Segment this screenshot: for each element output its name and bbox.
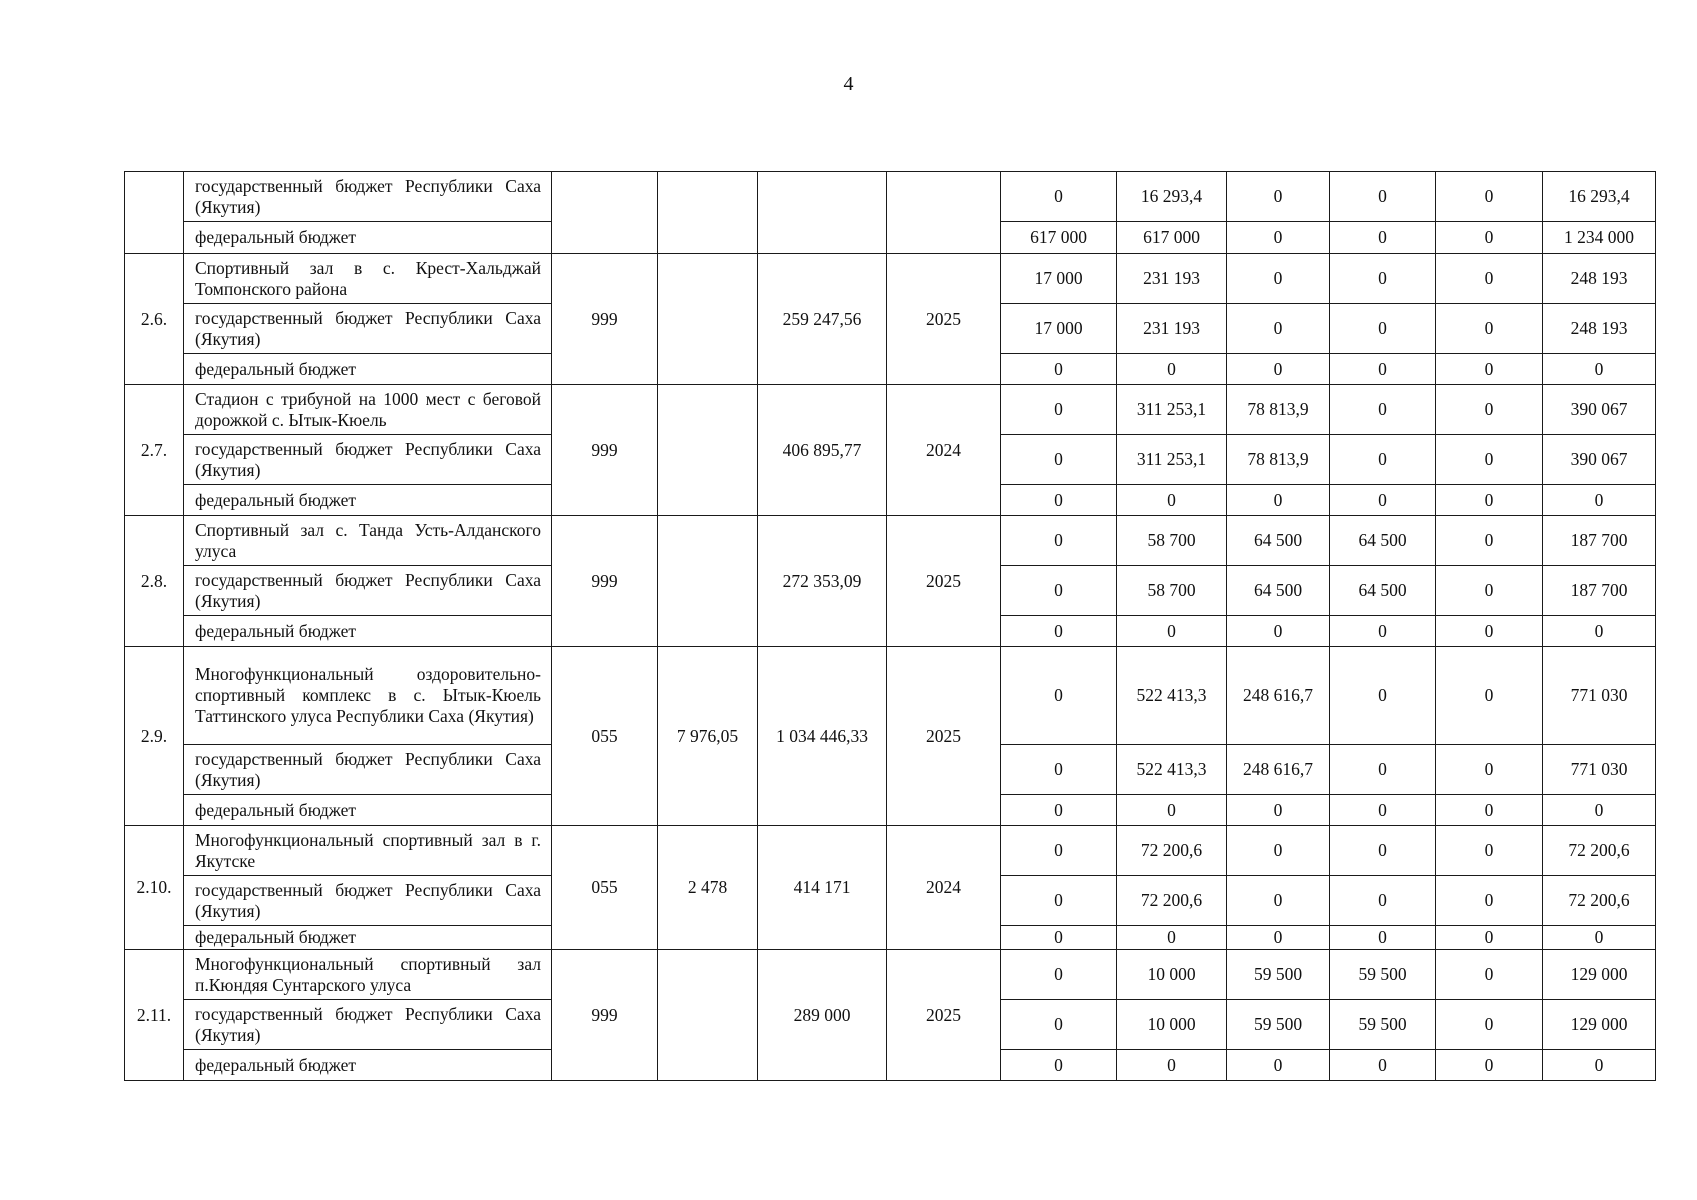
value-cell: 59 500 xyxy=(1330,950,1436,1000)
value-cell: 0 xyxy=(1436,354,1543,385)
value-cell: 0 xyxy=(1436,254,1543,304)
value-cell: 0 xyxy=(1436,566,1543,616)
cost-cell: 414 171 xyxy=(758,826,887,950)
value-cell: 390 067 xyxy=(1543,435,1656,485)
value-cell: 0 xyxy=(1330,795,1436,826)
value-cell: 0 xyxy=(1001,876,1117,926)
value-cell: 0 xyxy=(1436,485,1543,516)
capacity-cell xyxy=(658,950,758,1081)
value-cell: 0 xyxy=(1227,795,1330,826)
value-cell: 0 xyxy=(1330,926,1436,950)
value-cell: 72 200,6 xyxy=(1543,826,1656,876)
value-cell: 72 200,6 xyxy=(1117,826,1227,876)
cost-cell: 289 000 xyxy=(758,950,887,1081)
project-name: Многофункциональный спортивный зал п.Кюндяя Сунтарского улуса xyxy=(184,950,552,1000)
number-cell xyxy=(125,172,184,254)
capacity-cell: 7 976,05 xyxy=(658,647,758,826)
table-row xyxy=(125,516,1656,566)
code-cell: 999 xyxy=(552,950,658,1081)
value-cell: 0 xyxy=(1436,795,1543,826)
value-cell: 0 xyxy=(1117,926,1227,950)
project-name: Многофункциональный оздоровительно-спортивный комплекс в с. Ытык-Кюель Таттинского улуса Республики Саха (Якутия) xyxy=(184,647,552,745)
row-label: государственный бюджет Республики Саха (Якутия) xyxy=(184,435,552,485)
row-label: государственный бюджет Республики Саха (Якутия) xyxy=(184,566,552,616)
value-cell: 522 413,3 xyxy=(1117,647,1227,745)
value-cell: 187 700 xyxy=(1543,566,1656,616)
value-cell: 0 xyxy=(1001,647,1117,745)
row-label: государственный бюджет Республики Саха (Якутия) xyxy=(184,745,552,795)
value-cell: 0 xyxy=(1436,516,1543,566)
value-cell: 248 193 xyxy=(1543,304,1656,354)
year-cell: 2025 xyxy=(887,516,1001,647)
value-cell: 64 500 xyxy=(1227,566,1330,616)
value-cell: 0 xyxy=(1436,950,1543,1000)
value-cell: 0 xyxy=(1227,354,1330,385)
value-cell: 0 xyxy=(1001,745,1117,795)
value-cell: 0 xyxy=(1117,616,1227,647)
code-cell: 999 xyxy=(552,516,658,647)
project-number: 2.6. xyxy=(125,254,184,385)
table-row xyxy=(125,385,1656,435)
capacity-cell xyxy=(658,172,758,254)
value-cell: 16 293,4 xyxy=(1543,172,1656,222)
cost-cell: 272 353,09 xyxy=(758,516,887,647)
value-cell: 0 xyxy=(1436,876,1543,926)
project-number: 2.11. xyxy=(125,950,184,1081)
code-cell: 055 xyxy=(552,647,658,826)
value-cell: 0 xyxy=(1330,354,1436,385)
value-cell: 0 xyxy=(1330,304,1436,354)
value-cell: 58 700 xyxy=(1117,566,1227,616)
value-cell: 0 xyxy=(1227,485,1330,516)
value-cell: 0 xyxy=(1001,616,1117,647)
value-cell: 0 xyxy=(1330,254,1436,304)
value-cell: 0 xyxy=(1436,647,1543,745)
value-cell: 0 xyxy=(1543,926,1656,950)
value-cell: 64 500 xyxy=(1330,516,1436,566)
row-label: федеральный бюджет xyxy=(184,795,552,826)
value-cell: 1 234 000 xyxy=(1543,222,1656,254)
value-cell: 78 813,9 xyxy=(1227,385,1330,435)
value-cell: 0 xyxy=(1330,172,1436,222)
value-cell: 0 xyxy=(1436,1050,1543,1081)
value-cell: 0 xyxy=(1436,435,1543,485)
value-cell: 231 193 xyxy=(1117,304,1227,354)
value-cell: 0 xyxy=(1330,745,1436,795)
page-number: 4 xyxy=(843,73,854,95)
code-cell xyxy=(552,172,658,254)
value-cell: 0 xyxy=(1117,795,1227,826)
value-cell: 0 xyxy=(1330,385,1436,435)
value-cell: 17 000 xyxy=(1001,304,1117,354)
table-row xyxy=(125,826,1656,876)
value-cell: 187 700 xyxy=(1543,516,1656,566)
project-name: Спортивный зал с. Танда Усть-Алданского улуса xyxy=(184,516,552,566)
row-label: федеральный бюджет xyxy=(184,485,552,516)
value-cell: 0 xyxy=(1436,1000,1543,1050)
value-cell: 0 xyxy=(1330,485,1436,516)
row-label: федеральный бюджет xyxy=(184,926,552,950)
project-number: 2.9. xyxy=(125,647,184,826)
value-cell: 59 500 xyxy=(1330,1000,1436,1050)
value-cell: 311 253,1 xyxy=(1117,435,1227,485)
value-cell: 0 xyxy=(1330,616,1436,647)
year-cell: 2024 xyxy=(887,385,1001,516)
value-cell: 0 xyxy=(1001,516,1117,566)
value-cell: 129 000 xyxy=(1543,950,1656,1000)
value-cell: 0 xyxy=(1330,826,1436,876)
project-name: Стадион с трибуной на 1000 мест с беговой дорожкой с. Ытык-Кюель xyxy=(184,385,552,435)
value-cell: 0 xyxy=(1117,485,1227,516)
cost-cell: 259 247,56 xyxy=(758,254,887,385)
value-cell: 0 xyxy=(1330,876,1436,926)
value-cell: 0 xyxy=(1227,926,1330,950)
value-cell: 0 xyxy=(1543,795,1656,826)
value-cell: 0 xyxy=(1330,435,1436,485)
value-cell: 617 000 xyxy=(1001,222,1117,254)
value-cell: 0 xyxy=(1227,876,1330,926)
value-cell: 17 000 xyxy=(1001,254,1117,304)
row-label: федеральный бюджет xyxy=(184,354,552,385)
value-cell: 0 xyxy=(1117,1050,1227,1081)
value-cell: 0 xyxy=(1001,795,1117,826)
value-cell: 0 xyxy=(1543,485,1656,516)
value-cell: 0 xyxy=(1543,1050,1656,1081)
year-cell xyxy=(887,172,1001,254)
value-cell: 0 xyxy=(1227,616,1330,647)
year-cell: 2025 xyxy=(887,950,1001,1081)
value-cell: 72 200,6 xyxy=(1117,876,1227,926)
code-cell: 055 xyxy=(552,826,658,950)
value-cell: 0 xyxy=(1001,1050,1117,1081)
value-cell: 0 xyxy=(1227,172,1330,222)
value-cell: 0 xyxy=(1543,354,1656,385)
table-row xyxy=(125,172,1656,222)
value-cell: 0 xyxy=(1227,1050,1330,1081)
value-cell: 0 xyxy=(1001,385,1117,435)
value-cell: 0 xyxy=(1001,926,1117,950)
project-number: 2.8. xyxy=(125,516,184,647)
budget-table xyxy=(124,171,1656,1081)
table-row xyxy=(125,950,1656,1000)
value-cell: 64 500 xyxy=(1330,566,1436,616)
value-cell: 0 xyxy=(1227,254,1330,304)
value-cell: 0 xyxy=(1001,435,1117,485)
row-label: государственный бюджет Республики Саха (Якутия) xyxy=(184,876,552,926)
value-cell: 0 xyxy=(1436,616,1543,647)
value-cell: 10 000 xyxy=(1117,1000,1227,1050)
capacity-cell xyxy=(658,254,758,385)
row-label: государственный бюджет Республики Саха (Якутия) xyxy=(184,304,552,354)
year-cell: 2024 xyxy=(887,826,1001,950)
value-cell: 0 xyxy=(1330,222,1436,254)
table-row xyxy=(125,647,1656,745)
value-cell: 0 xyxy=(1436,304,1543,354)
value-cell: 0 xyxy=(1227,222,1330,254)
cost-cell xyxy=(758,172,887,254)
value-cell: 78 813,9 xyxy=(1227,435,1330,485)
value-cell: 248 616,7 xyxy=(1227,647,1330,745)
value-cell: 0 xyxy=(1436,745,1543,795)
value-cell: 0 xyxy=(1330,1050,1436,1081)
project-name: Спортивный зал в с. Крест-Хальджай Томпонского района xyxy=(184,254,552,304)
row-label: федеральный бюджет xyxy=(184,1050,552,1081)
value-cell: 0 xyxy=(1436,172,1543,222)
value-cell: 72 200,6 xyxy=(1543,876,1656,926)
project-number: 2.10. xyxy=(125,826,184,950)
value-cell: 0 xyxy=(1330,647,1436,745)
row-label: государственный бюджет Республики Саха (Якутия) xyxy=(184,172,552,222)
value-cell: 0 xyxy=(1001,172,1117,222)
value-cell: 16 293,4 xyxy=(1117,172,1227,222)
value-cell: 58 700 xyxy=(1117,516,1227,566)
year-cell: 2025 xyxy=(887,647,1001,826)
code-cell: 999 xyxy=(552,254,658,385)
value-cell: 0 xyxy=(1001,566,1117,616)
value-cell: 129 000 xyxy=(1543,1000,1656,1050)
value-cell: 248 193 xyxy=(1543,254,1656,304)
value-cell: 0 xyxy=(1001,354,1117,385)
value-cell: 0 xyxy=(1227,826,1330,876)
value-cell: 771 030 xyxy=(1543,745,1656,795)
value-cell: 390 067 xyxy=(1543,385,1656,435)
cost-cell: 1 034 446,33 xyxy=(758,647,887,826)
value-cell: 0 xyxy=(1227,304,1330,354)
value-cell: 0 xyxy=(1436,826,1543,876)
value-cell: 522 413,3 xyxy=(1117,745,1227,795)
row-label: государственный бюджет Республики Саха (Якутия) xyxy=(184,1000,552,1050)
value-cell: 231 193 xyxy=(1117,254,1227,304)
value-cell: 0 xyxy=(1436,385,1543,435)
value-cell: 59 500 xyxy=(1227,950,1330,1000)
value-cell: 0 xyxy=(1001,826,1117,876)
code-cell: 999 xyxy=(552,385,658,516)
value-cell: 248 616,7 xyxy=(1227,745,1330,795)
value-cell: 617 000 xyxy=(1117,222,1227,254)
cost-cell: 406 895,77 xyxy=(758,385,887,516)
value-cell: 0 xyxy=(1436,222,1543,254)
value-cell: 0 xyxy=(1543,616,1656,647)
capacity-cell: 2 478 xyxy=(658,826,758,950)
value-cell: 10 000 xyxy=(1117,950,1227,1000)
value-cell: 0 xyxy=(1436,926,1543,950)
capacity-cell xyxy=(658,516,758,647)
value-cell: 0 xyxy=(1001,485,1117,516)
value-cell: 0 xyxy=(1001,1000,1117,1050)
value-cell: 311 253,1 xyxy=(1117,385,1227,435)
row-label: федеральный бюджет xyxy=(184,222,552,254)
project-name: Многофункциональный спортивный зал в г. Якутске xyxy=(184,826,552,876)
value-cell: 0 xyxy=(1117,354,1227,385)
table-row xyxy=(125,254,1656,304)
row-label: федеральный бюджет xyxy=(184,616,552,647)
value-cell: 771 030 xyxy=(1543,647,1656,745)
capacity-cell xyxy=(658,385,758,516)
value-cell: 0 xyxy=(1001,950,1117,1000)
year-cell: 2025 xyxy=(887,254,1001,385)
value-cell: 59 500 xyxy=(1227,1000,1330,1050)
project-number: 2.7. xyxy=(125,385,184,516)
value-cell: 64 500 xyxy=(1227,516,1330,566)
